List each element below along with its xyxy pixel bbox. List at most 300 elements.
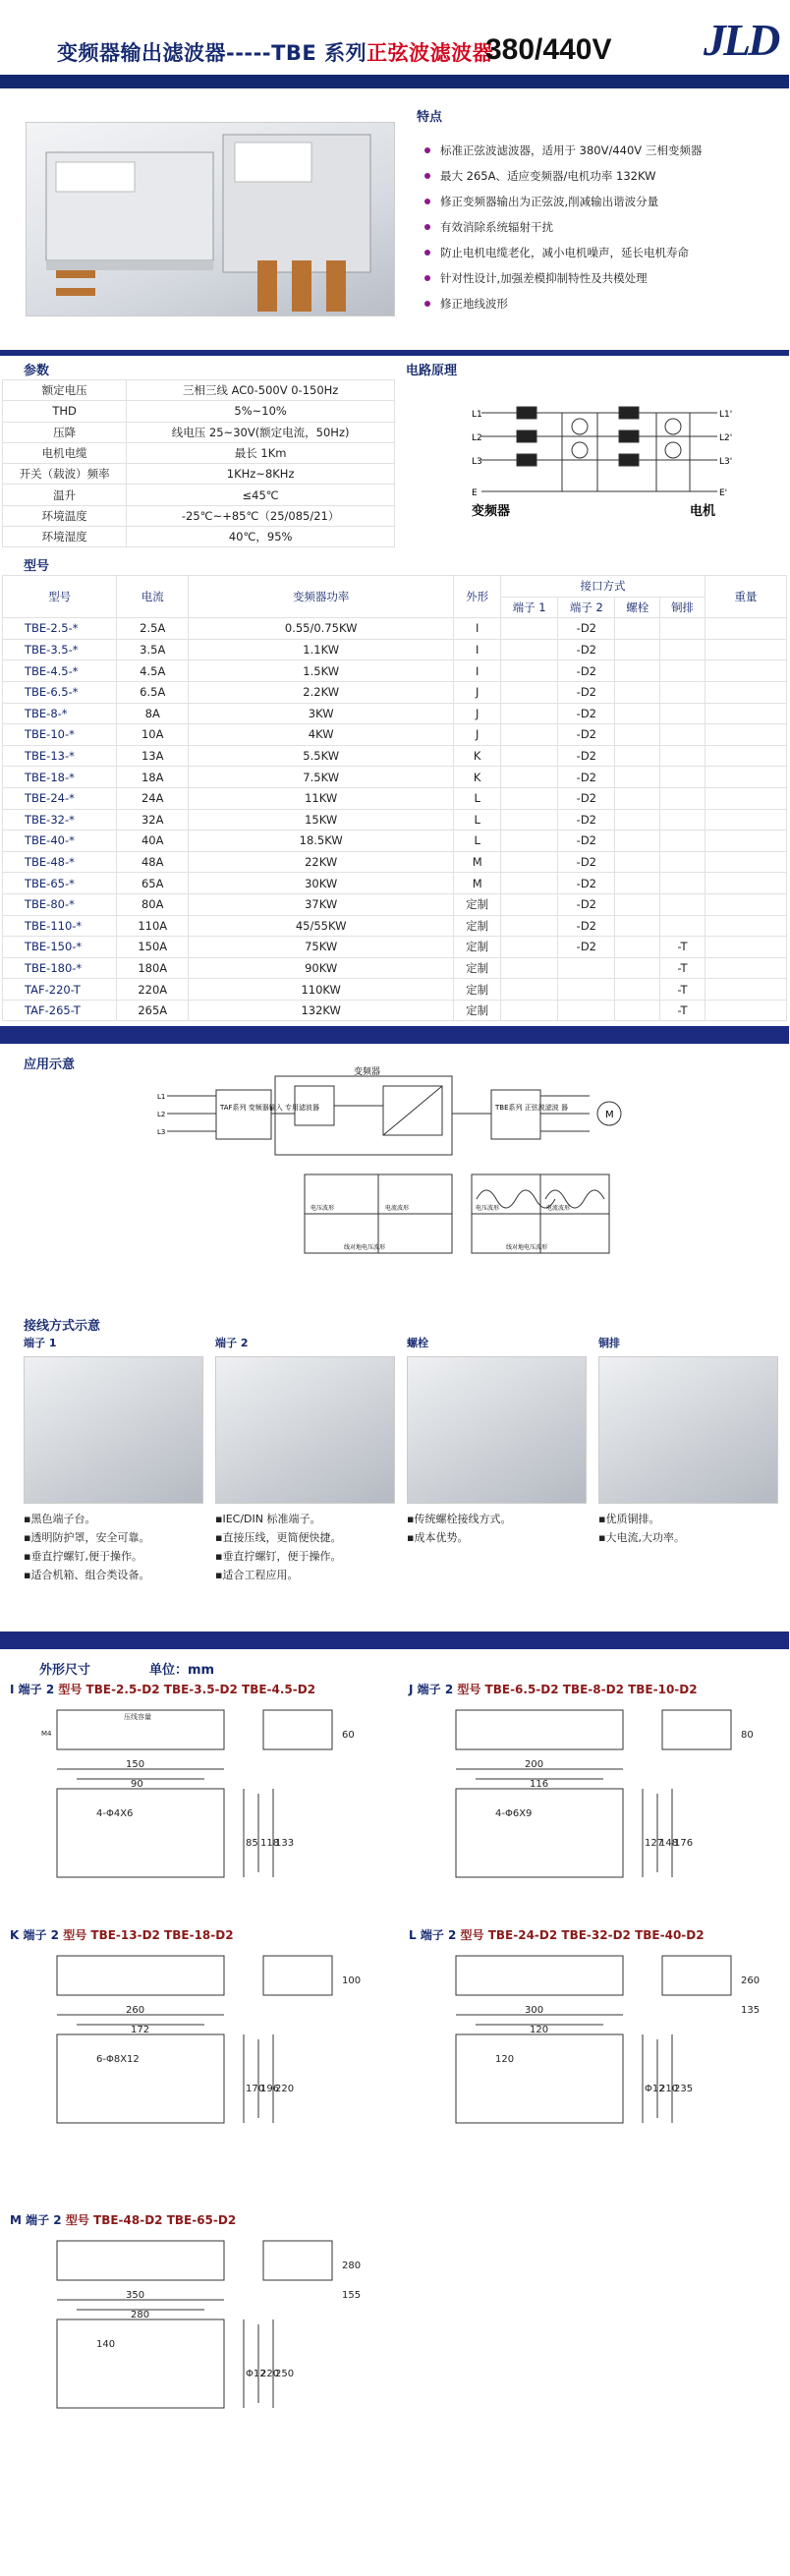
features-list — [417, 138, 702, 316]
circuit-label-l2: L2 — [472, 433, 482, 443]
dimension-block — [8, 2211, 391, 2447]
table-cell — [501, 809, 558, 830]
table-row — [3, 851, 787, 873]
dimension-value: 220 — [260, 2369, 280, 2379]
col-current: 电流 — [117, 576, 189, 618]
feature-item: 标准正弦波滤波器，适用于 380V/440V 三相变频器 — [417, 138, 702, 163]
table-cell — [615, 873, 660, 894]
param-value: 线电压 25~30V(额定电流，50Hz) — [127, 422, 395, 442]
circuit-label-l3-out: L3' — [719, 457, 733, 467]
app-tbe-box: TBE系列 正弦波滤波 器 — [495, 1104, 568, 1112]
table-cell — [660, 830, 705, 852]
table-cell — [660, 703, 705, 724]
table-cell — [501, 893, 558, 915]
table-cell — [660, 745, 705, 767]
dimension-value: 260 — [741, 1975, 761, 1986]
dimension-block — [407, 1681, 790, 1917]
table-cell — [705, 618, 786, 640]
dimension-value: 176 — [674, 1838, 694, 1849]
table-cell — [615, 703, 660, 724]
table-cell: 24A — [117, 787, 189, 809]
table-cell: 32A — [117, 809, 189, 830]
table-cell — [615, 830, 660, 852]
table-cell — [660, 767, 705, 788]
param-value: 40℃，95% — [127, 527, 395, 547]
dimension-value: Φ12 — [645, 2084, 665, 2094]
dimension-value: 140 — [96, 2339, 116, 2350]
feature-item: 修正变频器输出为正弦波,削减输出谐波分量 — [417, 189, 702, 214]
table-cell: 150A — [117, 937, 189, 958]
table-cell: 30KW — [189, 873, 454, 894]
app-taf-box: TAF系列 变频器输入 专用滤波器 — [220, 1104, 319, 1112]
product-photo — [26, 122, 395, 316]
circuit-label-l1: L1 — [472, 410, 482, 420]
table-cell: TBE-2.5-* — [3, 618, 117, 640]
feature-item: 有效消除系统辐射干扰 — [417, 214, 702, 240]
dimension-value: 118 — [260, 1838, 280, 1849]
dimension-value: 220 — [275, 2084, 295, 2094]
dimension-block — [8, 1926, 391, 2162]
table-cell — [501, 957, 558, 979]
dimension-value: 350 — [126, 2290, 145, 2301]
table-cell: 15KW — [189, 809, 454, 830]
table-cell — [705, 809, 786, 830]
dimension-value: 133 — [275, 1838, 295, 1849]
table-cell — [705, 724, 786, 746]
table-cell: TBE-80-* — [3, 893, 117, 915]
param-row — [3, 464, 395, 485]
table-cell — [501, 639, 558, 660]
table-cell — [705, 787, 786, 809]
table-cell — [705, 873, 786, 894]
wiring-column — [215, 1335, 395, 1612]
table-cell — [501, 745, 558, 767]
table-cell — [501, 703, 558, 724]
dimension-value: 4-Φ6X9 — [495, 1808, 533, 1819]
col-busbar: 铜排 — [660, 597, 705, 618]
table-cell — [660, 660, 705, 682]
params-table — [2, 379, 395, 547]
table-cell: -D2 — [558, 809, 615, 830]
table-row — [3, 893, 787, 915]
wiring-notes — [598, 1510, 778, 1547]
table-row — [3, 745, 787, 767]
feature-item: 修正地线波形 — [417, 291, 702, 316]
dimension-value: 260 — [126, 2005, 145, 2016]
table-cell: TBE-8-* — [3, 703, 117, 724]
table-cell: TBE-18-* — [3, 767, 117, 788]
table-cell: TBE-110-* — [3, 915, 117, 937]
wiring-notes — [215, 1510, 395, 1584]
models-table — [2, 575, 787, 1021]
section-divider — [0, 1631, 789, 1649]
param-key: 环境温度 — [3, 505, 127, 526]
wiring-note: ▪黑色端子台。 — [24, 1513, 96, 1525]
param-row — [3, 380, 395, 401]
table-cell — [660, 893, 705, 915]
param-key: 温升 — [3, 485, 127, 505]
param-row — [3, 527, 395, 547]
table-cell: -D2 — [558, 915, 615, 937]
table-cell: TBE-150-* — [3, 937, 117, 958]
col-terminal-1: 端子 1 — [501, 597, 558, 618]
table-row — [3, 1000, 787, 1021]
table-cell: M — [454, 851, 501, 873]
dimension-drawing — [417, 1700, 780, 1912]
param-key: 电机电缆 — [3, 442, 127, 463]
dimension-value: 172 — [131, 2025, 150, 2035]
dimension-drawing — [18, 1946, 381, 2157]
table-cell: TBE-10-* — [3, 724, 117, 746]
table-cell — [615, 660, 660, 682]
table-cell: 132KW — [189, 1000, 454, 1021]
table-cell — [660, 873, 705, 894]
title-part-c: 正弦波滤波器 — [367, 41, 494, 65]
title-part-b: TBE 系列 — [271, 41, 367, 65]
table-cell: -D2 — [558, 660, 615, 682]
table-cell — [501, 681, 558, 703]
app-motor-label: M — [605, 1110, 614, 1120]
dimension-block-title — [10, 1926, 234, 1943]
param-value: 最长 1Km — [127, 442, 395, 463]
dimension-block-title — [409, 1681, 698, 1697]
wiring-name: 端子 2 — [215, 1337, 249, 1349]
table-cell: 13A — [117, 745, 189, 767]
dimension-drawing — [18, 2231, 381, 2442]
dimension-block-title — [10, 2211, 236, 2228]
table-cell — [615, 767, 660, 788]
table-cell: 5.5KW — [189, 745, 454, 767]
table-cell — [660, 618, 705, 640]
wiring-note: ▪透明防护罩，安全可靠。 — [24, 1531, 150, 1544]
section-divider — [0, 350, 789, 356]
table-cell: 0.55/0.75KW — [189, 618, 454, 640]
table-cell: TBE-40-* — [3, 830, 117, 852]
param-value: 1KHz~8KHz — [127, 464, 395, 485]
table-cell — [501, 979, 558, 1001]
table-cell: -D2 — [558, 830, 615, 852]
table-cell: 7.5KW — [189, 767, 454, 788]
param-value: 三相三线 AC0-500V 0-150Hz — [127, 380, 395, 401]
dimension-value: 80 — [741, 1730, 754, 1741]
dimension-models: 型号 TBE-2.5-D2 TBE-3.5-D2 TBE-4.5-D2 — [58, 1683, 316, 1696]
page-title — [57, 37, 493, 67]
table-cell — [660, 915, 705, 937]
dimension-value: 100 — [342, 1975, 362, 1986]
table-cell — [660, 639, 705, 660]
dimension-value: 170 — [246, 2084, 265, 2094]
dimension-value: 155 — [342, 2290, 362, 2301]
table-cell — [705, 681, 786, 703]
header-bar — [0, 75, 789, 88]
models-heading: 型号 — [24, 559, 50, 574]
table-cell — [660, 681, 705, 703]
dimension-value: 127 — [645, 1838, 664, 1849]
col-shape: 外形 — [454, 576, 501, 618]
dimension-block — [8, 1681, 391, 1917]
table-cell — [615, 618, 660, 640]
table-cell: 75KW — [189, 937, 454, 958]
table-cell: -D2 — [558, 851, 615, 873]
table-cell: 65A — [117, 873, 189, 894]
wiring-note: ▪传统螺栓接线方式。 — [407, 1513, 512, 1525]
table-cell: 90KW — [189, 957, 454, 979]
dimension-block — [407, 1926, 790, 2162]
table-cell: 定制 — [454, 979, 501, 1001]
table-row — [3, 618, 787, 640]
table-cell — [705, 703, 786, 724]
table-cell: K — [454, 745, 501, 767]
dimension-drawing — [18, 1700, 381, 1912]
table-cell: I — [454, 639, 501, 660]
table-row — [3, 915, 787, 937]
table-cell — [501, 937, 558, 958]
features-heading: 特点 — [417, 110, 443, 125]
table-cell — [558, 979, 615, 1001]
wiring-notes — [24, 1510, 203, 1584]
table-cell: 45/55KW — [189, 915, 454, 937]
col-terminal-2: 端子 2 — [558, 597, 615, 618]
table-cell: -D2 — [558, 681, 615, 703]
table-cell: 18.5KW — [189, 830, 454, 852]
wiring-note: ▪适合工程应用。 — [215, 1569, 299, 1581]
section-divider — [0, 1026, 789, 1044]
table-cell: 定制 — [454, 1000, 501, 1021]
table-cell — [705, 660, 786, 682]
table-cell — [501, 830, 558, 852]
param-row — [3, 442, 395, 463]
param-key: THD — [3, 401, 127, 422]
dimension-type: K 端子 2 — [10, 1928, 60, 1942]
table-cell: 4.5A — [117, 660, 189, 682]
table-cell: TBE-32-* — [3, 809, 117, 830]
table-cell: 265A — [117, 1000, 189, 1021]
dimension-models: 型号 TBE-48-D2 TBE-65-D2 — [65, 2213, 237, 2227]
wiring-heading: 接线方式示意 — [24, 1319, 101, 1334]
dimension-type: L 端子 2 — [409, 1928, 457, 1942]
table-cell — [705, 851, 786, 873]
table-row — [3, 979, 787, 1001]
feature-item: 针对性设计,加强差模抑制特性及共模处理 — [417, 265, 702, 291]
wiring-column — [407, 1335, 587, 1612]
table-cell: 3.5A — [117, 639, 189, 660]
wiring-photo — [24, 1356, 203, 1504]
dimension-value: 196 — [260, 2084, 280, 2094]
table-row — [3, 957, 787, 979]
circuit-label-l3: L3 — [472, 457, 482, 467]
table-cell: TBE-48-* — [3, 851, 117, 873]
table-cell: 3KW — [189, 703, 454, 724]
application-diagram — [157, 1067, 629, 1273]
table-cell: TBE-6.5-* — [3, 681, 117, 703]
table-cell: 40A — [117, 830, 189, 852]
brand-logo: JLD — [704, 15, 778, 65]
title-separator: ----- — [226, 41, 272, 65]
wiring-section — [0, 1335, 789, 1612]
table-cell — [705, 937, 786, 958]
table-row — [3, 724, 787, 746]
param-row — [3, 505, 395, 526]
table-cell — [615, 681, 660, 703]
app-line-l1: L1 — [157, 1093, 166, 1101]
table-cell — [501, 787, 558, 809]
table-cell: -D2 — [558, 639, 615, 660]
wiring-note: ▪直接压线，更简便快捷。 — [215, 1531, 342, 1544]
feature-item: 最大 265A、适应变频器/电机功率 132KW — [417, 163, 702, 189]
app-inverter-label: 变频器 — [354, 1067, 381, 1077]
table-cell: 48A — [117, 851, 189, 873]
table-cell — [615, 809, 660, 830]
table-cell: TBE-24-* — [3, 787, 117, 809]
table-cell: -T — [660, 957, 705, 979]
table-cell: I — [454, 660, 501, 682]
table-cell: 定制 — [454, 915, 501, 937]
dimension-type: J 端子 2 — [409, 1683, 454, 1696]
table-row — [3, 830, 787, 852]
table-cell — [501, 873, 558, 894]
app-line-l3: L3 — [157, 1128, 166, 1136]
dimension-value: 280 — [131, 2310, 150, 2320]
table-cell — [660, 809, 705, 830]
app-wave-4: 电流波形 — [546, 1205, 571, 1212]
page-header — [0, 0, 789, 83]
table-cell — [615, 893, 660, 915]
voltage-title: 380/440V — [485, 33, 612, 66]
col-inverter-power: 变频器功率 — [189, 576, 454, 618]
param-row — [3, 401, 395, 422]
wiring-name: 螺栓 — [407, 1337, 428, 1349]
wiring-column — [598, 1335, 778, 1612]
table-cell — [615, 937, 660, 958]
circuit-label-e: E — [472, 488, 478, 498]
table-cell: -T — [660, 1000, 705, 1021]
table-cell: TBE-3.5-* — [3, 639, 117, 660]
wiring-note: ▪成本优势。 — [407, 1531, 469, 1544]
table-cell — [501, 915, 558, 937]
table-cell — [705, 830, 786, 852]
wiring-photo — [598, 1356, 778, 1504]
table-row — [3, 681, 787, 703]
table-cell: -D2 — [558, 618, 615, 640]
param-row — [3, 485, 395, 505]
table-row — [3, 767, 787, 788]
dimension-value: 90 — [131, 1779, 143, 1790]
table-cell: -T — [660, 937, 705, 958]
app-wave-bottom-2: 线对地电压波形 — [506, 1244, 548, 1251]
table-row — [3, 660, 787, 682]
dimension-type: M 端子 2 — [10, 2213, 62, 2227]
table-cell: J — [454, 724, 501, 746]
app-wave-1: 电压波形 — [310, 1205, 335, 1212]
param-value: 5%~10% — [127, 401, 395, 422]
circuit-heading: 电路原理 — [406, 364, 458, 378]
circuit-caption-inverter: 变频器 — [472, 504, 511, 519]
table-cell — [615, 915, 660, 937]
dimension-type: I 端子 2 — [10, 1683, 55, 1696]
table-cell — [660, 724, 705, 746]
table-cell: K — [454, 767, 501, 788]
table-cell — [705, 979, 786, 1001]
table-cell: 180A — [117, 957, 189, 979]
table-cell — [501, 660, 558, 682]
circuit-label-l1-out: L1' — [719, 410, 733, 420]
filter-products-image — [27, 123, 396, 317]
dimension-value: 120 — [530, 2025, 549, 2035]
dimension-value: 135 — [741, 2005, 761, 2016]
table-cell: TBE-180-* — [3, 957, 117, 979]
table-cell: -D2 — [558, 937, 615, 958]
table-cell — [705, 639, 786, 660]
dimensions-unit: 单位：mm — [149, 1663, 215, 1678]
table-cell: 18A — [117, 767, 189, 788]
table-cell: 定制 — [454, 957, 501, 979]
table-cell — [558, 1000, 615, 1021]
table-cell — [501, 851, 558, 873]
application-heading: 应用示意 — [24, 1058, 76, 1072]
table-cell — [615, 787, 660, 809]
circuit-label-e-out: E' — [719, 488, 728, 498]
wiring-note: ▪垂直拧螺钉,便于操作。 — [24, 1550, 142, 1563]
dimension-block-title — [10, 1681, 315, 1697]
table-cell — [615, 851, 660, 873]
col-model: 型号 — [3, 576, 117, 618]
dimension-value: 120 — [495, 2054, 515, 2065]
table-cell: -D2 — [558, 724, 615, 746]
table-cell — [501, 618, 558, 640]
table-cell: 22KW — [189, 851, 454, 873]
table-cell — [705, 893, 786, 915]
table-cell — [501, 1000, 558, 1021]
table-cell: 2.2KW — [189, 681, 454, 703]
table-cell: M — [454, 873, 501, 894]
dimension-drawings — [0, 1681, 789, 2565]
table-cell: I — [454, 618, 501, 640]
app-wave-3: 电压波形 — [476, 1205, 500, 1212]
param-row — [3, 422, 395, 442]
dimensions-heading: 外形尺寸 — [39, 1663, 91, 1678]
table-cell: 6.5A — [117, 681, 189, 703]
col-bolt: 螺栓 — [615, 597, 660, 618]
param-key: 环境湿度 — [3, 527, 127, 547]
table-row — [3, 873, 787, 894]
table-cell: 10A — [117, 724, 189, 746]
dimension-drawing — [417, 1946, 780, 2157]
table-cell: -D2 — [558, 787, 615, 809]
table-cell: -T — [660, 979, 705, 1001]
wiring-note: ▪垂直拧螺钉，便于操作。 — [215, 1550, 342, 1563]
table-cell: 37KW — [189, 893, 454, 915]
table-cell: 80A — [117, 893, 189, 915]
dimension-models: 型号 TBE-24-D2 TBE-32-D2 TBE-40-D2 — [460, 1928, 705, 1942]
table-cell — [705, 745, 786, 767]
col-weight: 重量 — [705, 576, 786, 618]
app-wave-bottom-1: 线对地电压波形 — [344, 1244, 386, 1251]
dimension-value: 148 — [659, 1838, 679, 1849]
table-cell — [705, 1000, 786, 1021]
dimension-value: 280 — [342, 2261, 362, 2271]
params-heading: 参数 — [24, 364, 50, 378]
table-cell — [501, 767, 558, 788]
table-cell: -D2 — [558, 893, 615, 915]
circuit-caption-motor: 电机 — [690, 504, 716, 519]
table-cell — [615, 724, 660, 746]
table-cell: 8A — [117, 703, 189, 724]
table-cell: TAF-265-T — [3, 1000, 117, 1021]
param-key: 开关（载波）频率 — [3, 464, 127, 485]
table-cell: TBE-13-* — [3, 745, 117, 767]
table-cell: 定制 — [454, 893, 501, 915]
table-cell: 1.5KW — [189, 660, 454, 682]
